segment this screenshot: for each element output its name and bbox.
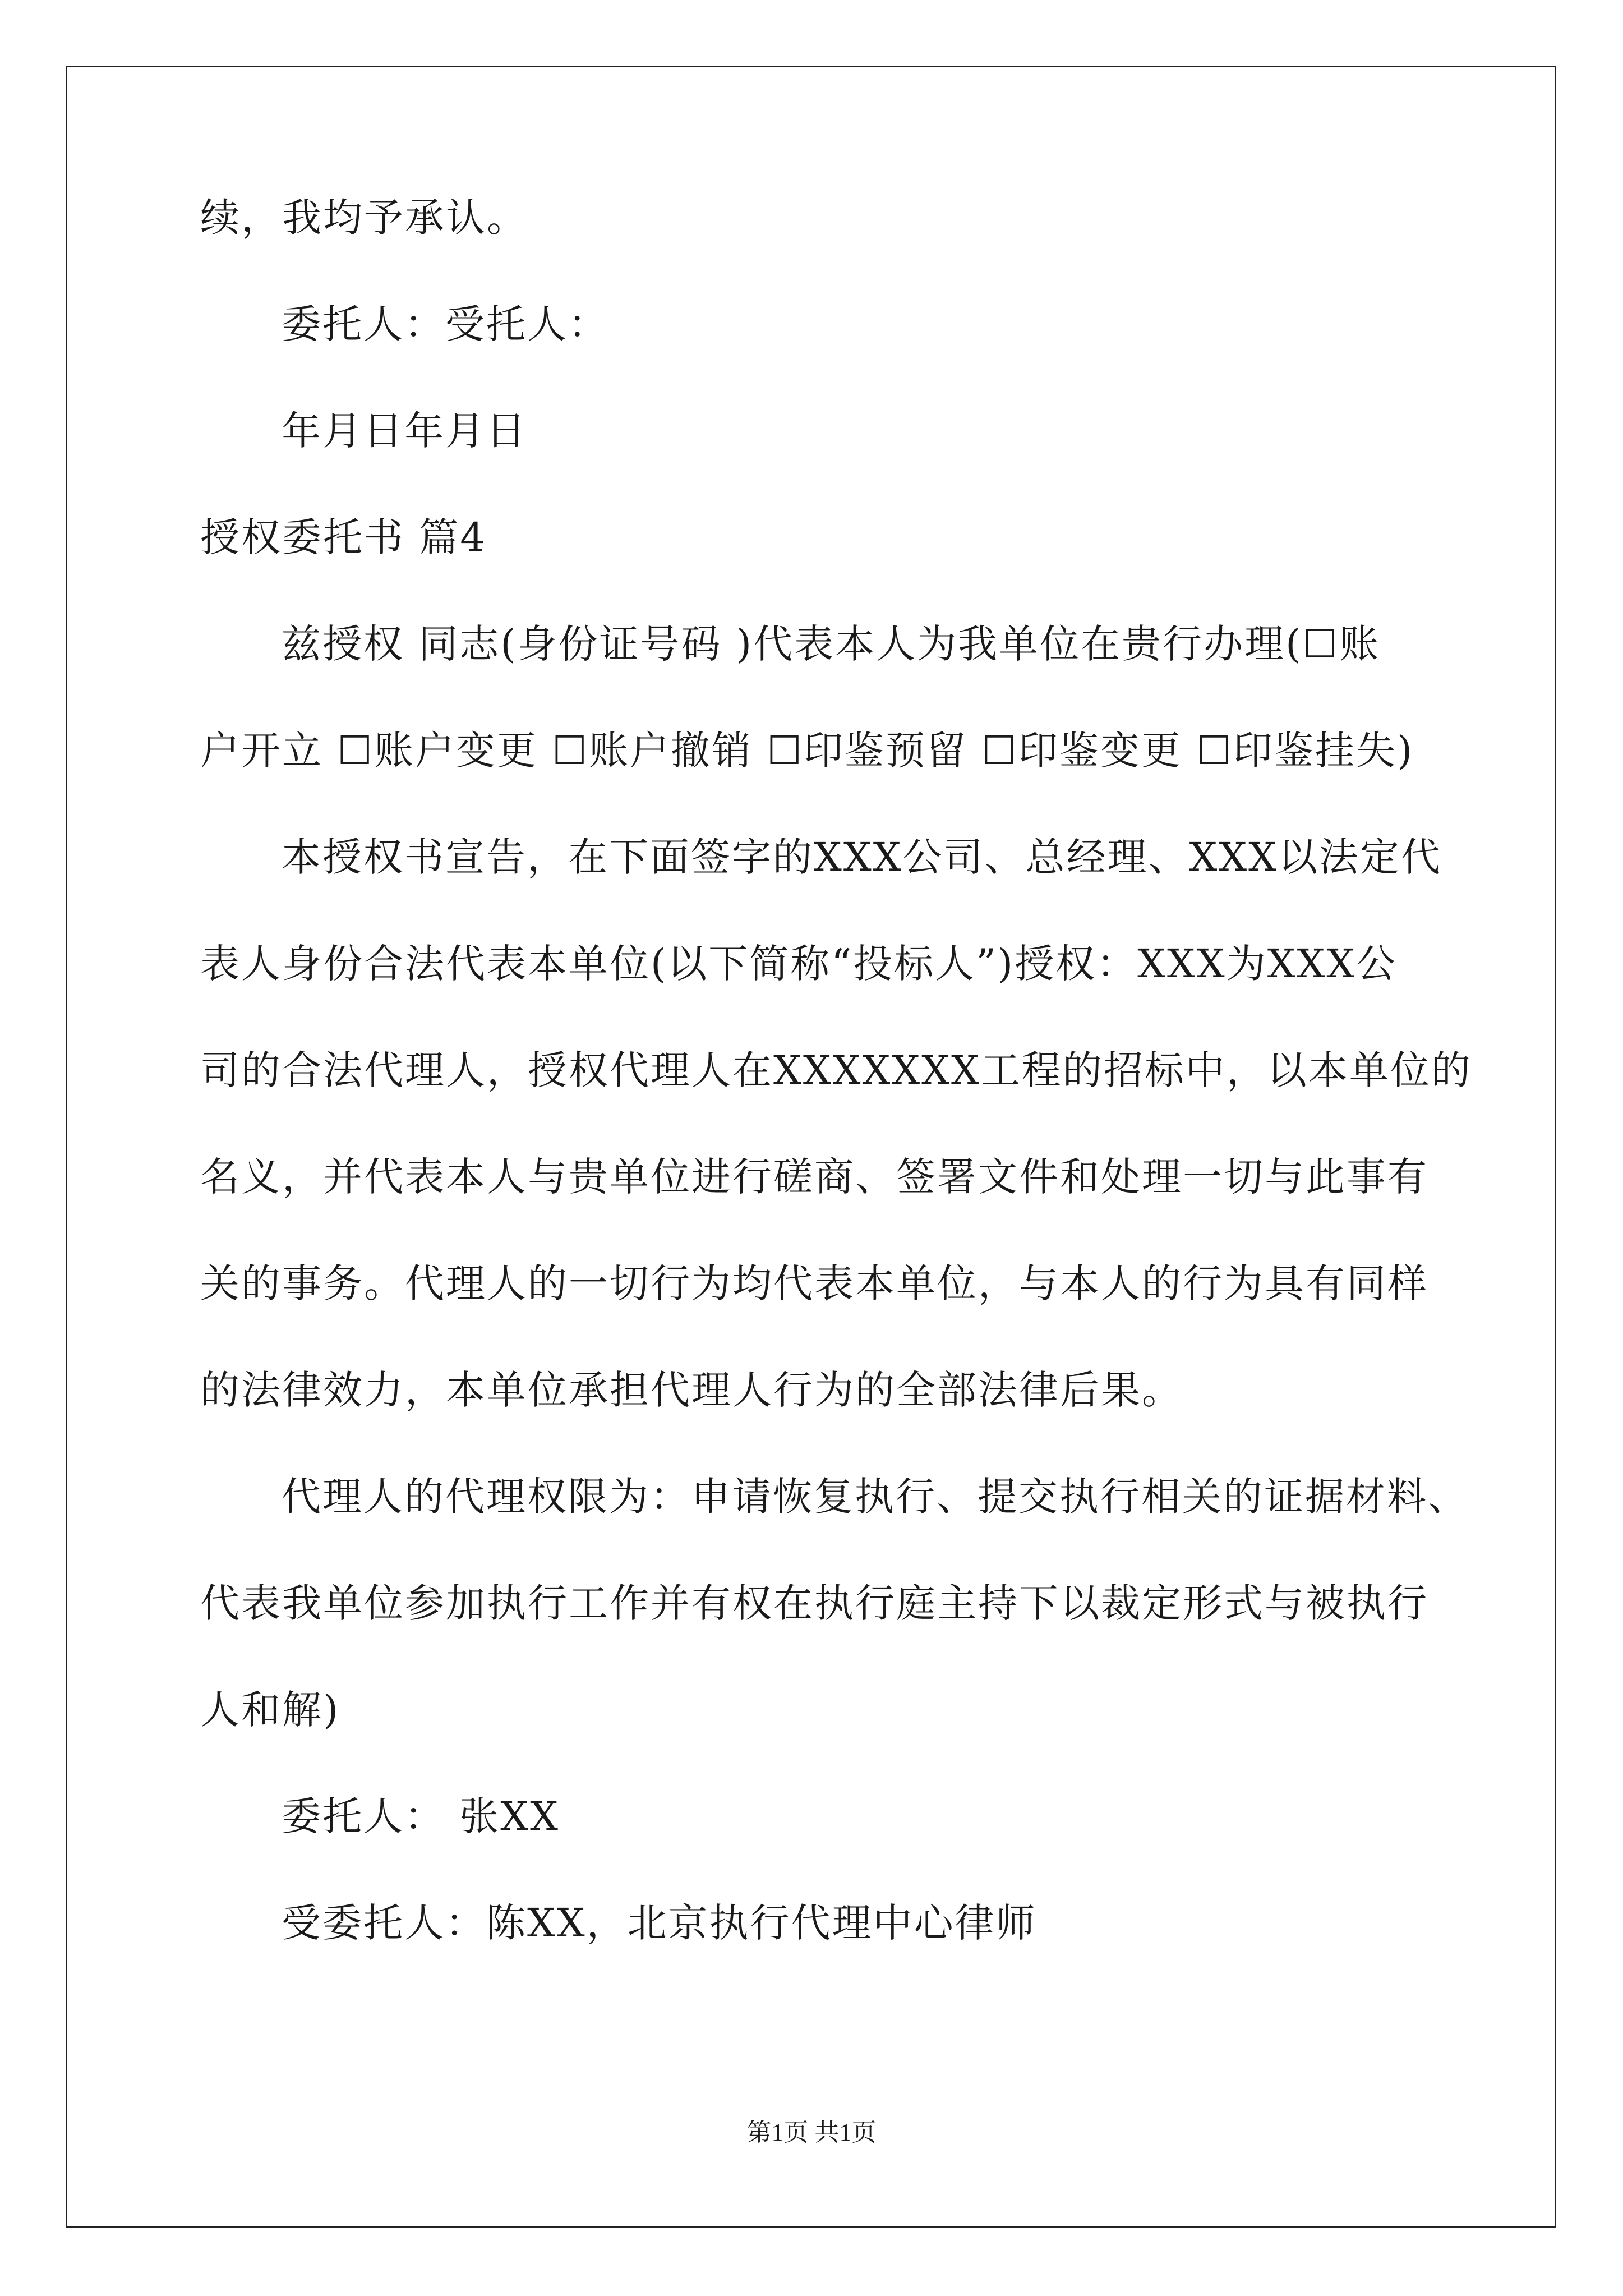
- text-line: 年月日年月日: [282, 408, 527, 454]
- text-line: 人和解): [200, 1687, 340, 1733]
- text-line: 委托人： 张XX: [282, 1793, 560, 1839]
- text-line: 名义，并代表本人与贵单位进行磋商、签署文件和处理一切与此事有: [200, 1154, 1428, 1200]
- text-line: 司的合法代理人，授权代理人在XXXXXXX工程的招标中，以本单位的: [200, 1047, 1472, 1093]
- text-line: 受委托人：陈XX，北京执行代理中心律师: [282, 1900, 1037, 1946]
- text-line: 委托人：受托人：: [282, 301, 609, 347]
- page-footer: 第1页 共1页: [746, 2119, 877, 2146]
- text-line: 兹授权 同志(身份证号码 )代表本人为我单位在贵行办理(☐账: [282, 621, 1381, 667]
- section-heading: 授权委托书 篇4: [200, 514, 487, 560]
- text-line: 续，我均予承认。: [200, 195, 528, 241]
- text-line: 的法律效力，本单位承担代理人行为的全部法律后果。: [200, 1367, 1183, 1413]
- text-line: 关的事务。代理人的一切行为均代表本单位，与本人的行为具有同样: [200, 1260, 1428, 1306]
- text-line: 代理人的代理权限为：申请恢复执行、提交执行相关的证据材料、: [282, 1474, 1469, 1520]
- text-line: 表人身份合法代表本单位(以下简称“投标人”)授权：XXX为XXX公: [200, 941, 1398, 987]
- text-line: 代表我单位参加执行工作并有权在执行庭主持下以裁定形式与被执行: [200, 1580, 1428, 1626]
- text-line: 本授权书宣告，在下面签字的XXX公司、总经理、XXX以法定代: [282, 834, 1442, 880]
- text-line: 户开立 ☐账户变更 ☐账户撤销 ☐印鉴预留 ☐印鉴变更 ☐印鉴挂失): [200, 728, 1414, 774]
